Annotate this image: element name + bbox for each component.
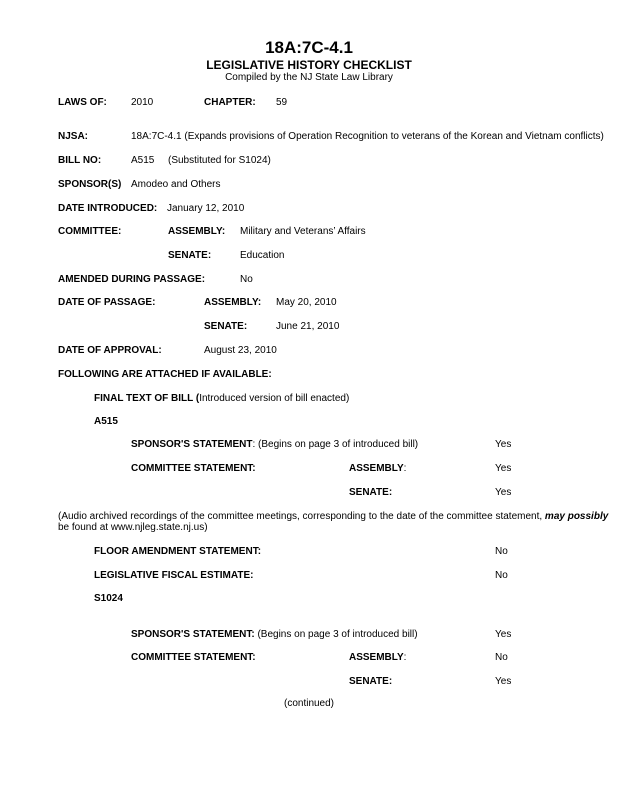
s1024-sponsor-label: SPONSOR'S STATEMENT: [131,629,255,640]
audio-note-start: (Audio archived recordings of the committee meetings, corresponding to the date of the committee statement, [58,511,545,522]
audio-note-line-1 [58,511,608,522]
date-of-approval-label: DATE OF APPROVAL: [58,345,162,356]
date-of-passage-label: DATE OF PASSAGE: [58,297,156,308]
s1024-assembly-value: No [495,652,508,663]
s1024-senate-label: SENATE: [349,676,393,687]
a515-senate-value: Yes [495,487,512,498]
page-subtitle: Compiled by the NJ State Law Library [225,72,393,83]
fiscal-estimate-label: LEGISLATIVE FISCAL ESTIMATE: [94,570,254,581]
a515-assembly-label: ASSEMBLY [349,463,404,474]
a515-committee-label: COMMITTEE STATEMENT: [131,463,256,474]
bill-no-note: (Substituted for S1024) [168,155,271,166]
passage-assembly-value: May 20, 2010 [276,297,337,308]
s1024-committee-label: COMMITTEE STATEMENT: [131,652,256,663]
a515-assembly-colon: : [403,463,407,474]
a515-assembly-line [349,463,406,474]
page-citation: 18A:7C-4.1 [265,38,353,57]
s1024-assembly-label: ASSEMBLY [349,652,404,663]
s1024-assembly-line [349,652,406,663]
amended-label: AMENDED DURING PASSAGE: [58,274,206,285]
s1024-senate-value: Yes [495,676,512,687]
a515-heading: A515 [94,416,118,427]
a515-sponsor-label: SPONSOR'S STATEMENT [131,439,253,450]
final-text-note: Introduced version of bill enacted) [199,393,350,404]
sponsors-value: Amodeo and Others [131,179,221,190]
a515-sponsor-note: : (Begins on page 3 of introduced bill) [252,439,419,450]
a515-sponsor-value: Yes [495,439,512,450]
njsa-value: 18A:7C-4.1 (Expands provisions of Operation Recognition to veterans of the Korean and Vietnam conflicts) [131,131,604,142]
passage-assembly-label: ASSEMBLY: [204,297,262,308]
passage-senate-value: June 21, 2010 [276,321,340,332]
audio-note-line-2: be found at www.njleg.state.nj.us) [58,522,208,533]
s1024-sponsor-note: (Begins on page 3 of introduced bill) [254,629,418,640]
final-text-label: FINAL TEXT OF BILL ( [94,393,200,404]
floor-amendment-value: No [495,546,508,557]
njsa-label: NJSA: [58,131,89,142]
final-text-line [94,393,349,404]
a515-sponsor-line [131,439,418,450]
date-introduced-label: DATE INTRODUCED: [58,203,158,214]
laws-of-value: 2010 [131,97,154,108]
bill-no-value: A515 [131,155,155,166]
date-of-approval-value: August 23, 2010 [204,345,277,356]
floor-amendment-label: FLOOR AMENDMENT STATEMENT: [94,546,262,557]
continued-note: (continued) [283,698,335,709]
committee-assembly-value: Military and Veterans’ Affairs [240,226,366,237]
s1024-assembly-colon: : [403,652,407,663]
attached-heading: FOLLOWING ARE ATTACHED IF AVAILABLE: [58,369,272,380]
passage-senate-label: SENATE: [204,321,248,332]
amended-value: No [240,274,253,285]
bill-no-label: BILL NO: [58,155,102,166]
s1024-heading: S1024 [94,593,123,604]
date-introduced-value: January 12, 2010 [167,203,245,214]
s1024-sponsor-value: Yes [495,629,512,640]
chapter-label: CHAPTER: [204,97,256,108]
a515-assembly-value: Yes [495,463,512,474]
committee-label: COMMITTEE: [58,226,122,237]
fiscal-estimate-value: No [495,570,508,581]
committee-assembly-label: ASSEMBLY: [168,226,226,237]
sponsors-label: SPONSOR(S) [58,179,122,190]
s1024-sponsor-line [131,629,418,640]
laws-of-label: LAWS OF: [58,97,107,108]
audio-note-emph: may possibly [544,511,609,522]
page-title: LEGISLATIVE HISTORY CHECKLIST [206,58,412,72]
a515-senate-label: SENATE: [349,487,393,498]
committee-senate-label: SENATE: [168,250,212,261]
chapter-value: 59 [276,97,288,108]
committee-senate-value: Education [240,250,285,261]
